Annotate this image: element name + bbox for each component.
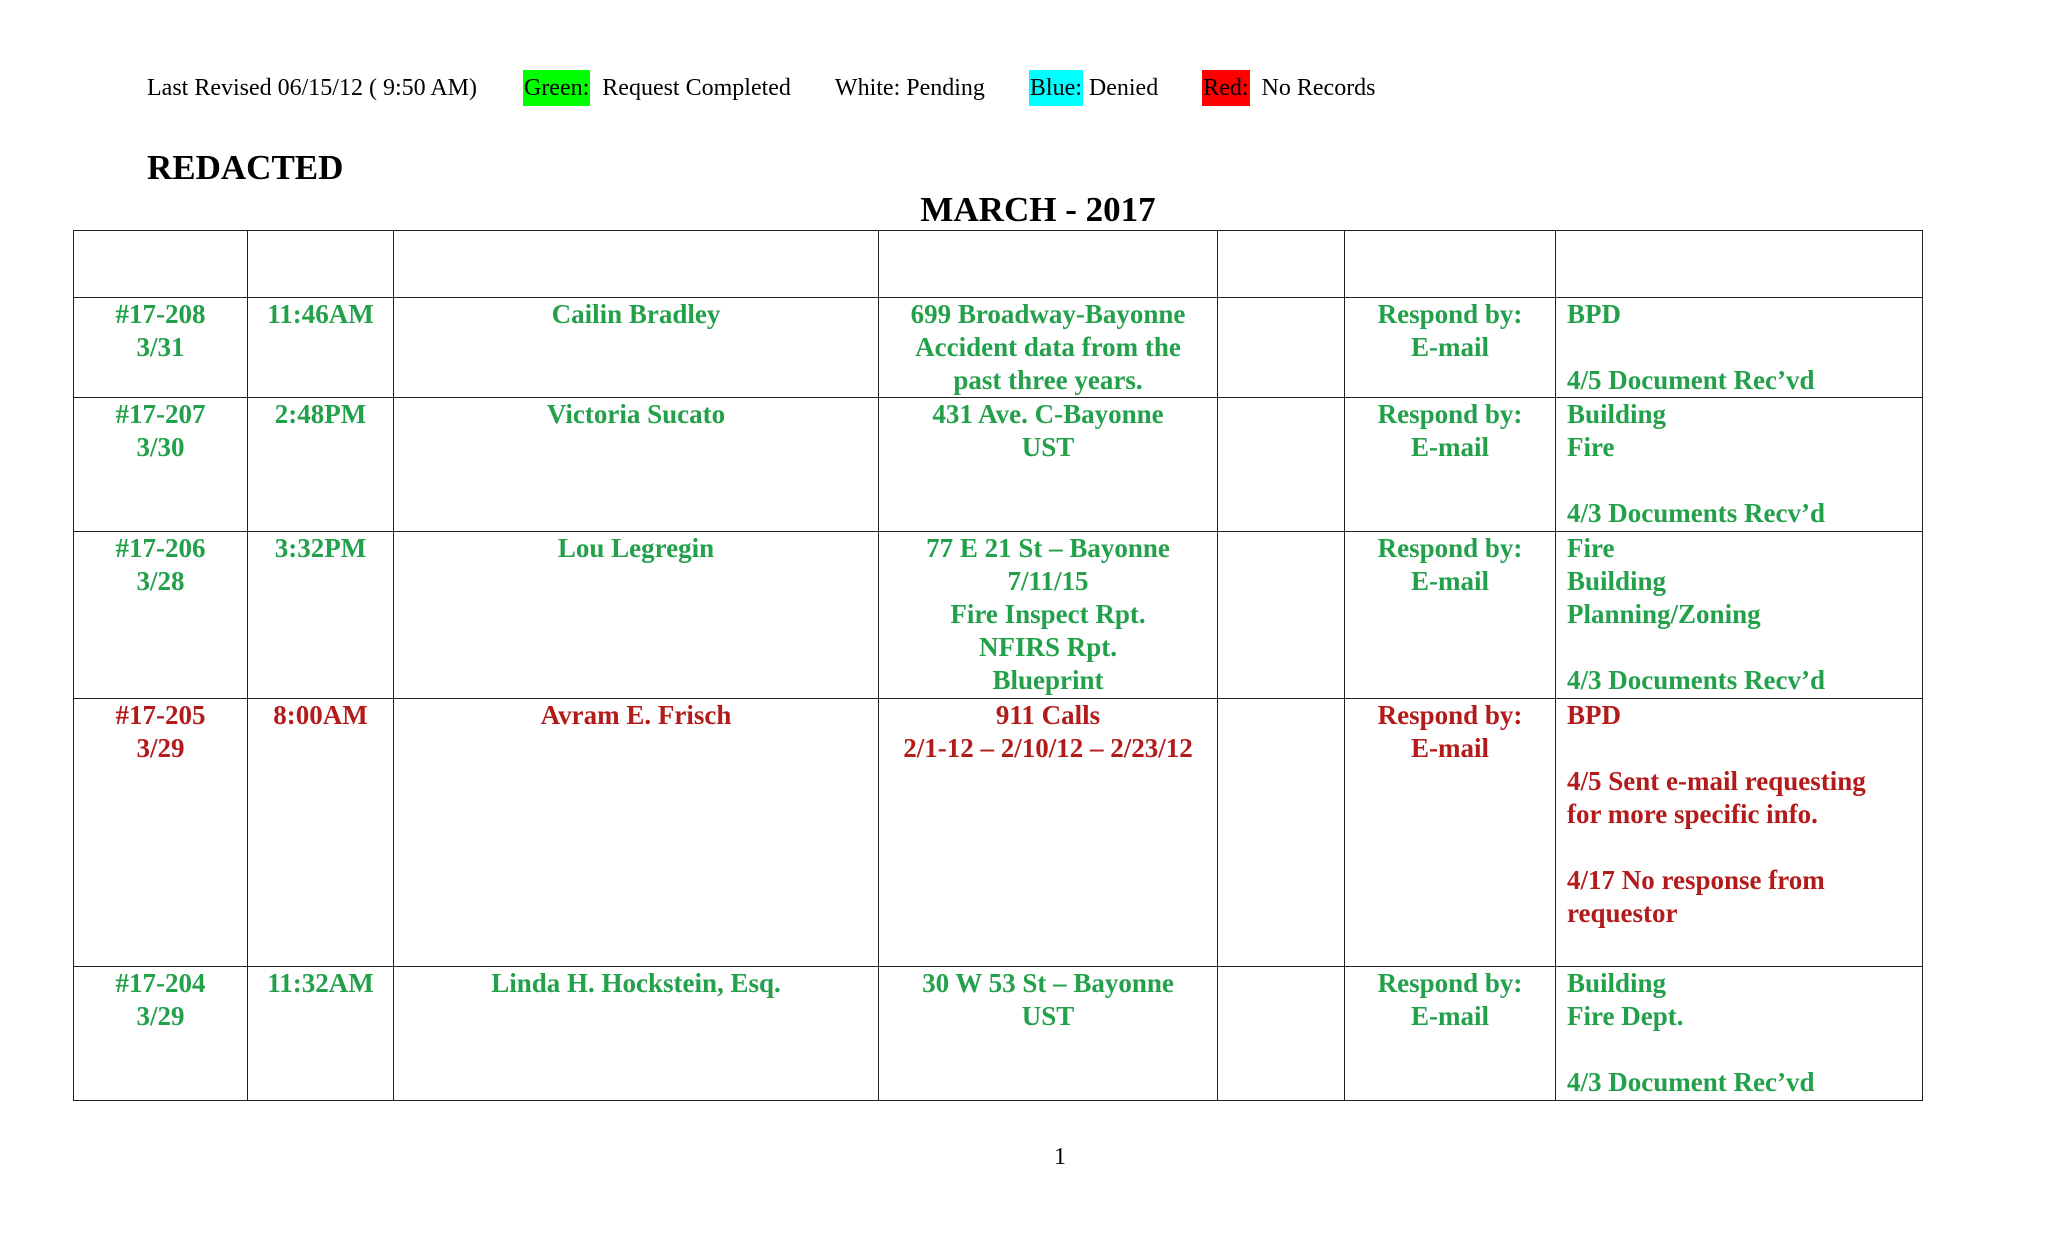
request-detail-line: 431 Ave. C-Bayonne: [932, 399, 1164, 429]
request-id: #17-204: [115, 968, 206, 998]
respond-method: E-mail: [1411, 1001, 1489, 1031]
requestor-name: Cailin Bradley: [551, 299, 721, 329]
note-line: requestor: [1567, 898, 1678, 928]
request-time: 8:00AM: [273, 700, 368, 730]
header-cell-3: [394, 231, 879, 298]
red-legend-text: No Records: [1261, 75, 1376, 101]
note-line: 4/3 Documents Recv’d: [1567, 665, 1825, 695]
note-line: 4/5 Sent e-mail requesting: [1567, 766, 1866, 796]
request-row: [74, 298, 1923, 398]
header-cell-7: [1556, 231, 1923, 298]
requestor-name: Avram E. Frisch: [540, 700, 732, 730]
request-time-cell: [248, 699, 394, 967]
blue-swatch: Blue:: [1029, 70, 1083, 106]
respond-method: E-mail: [1411, 566, 1489, 596]
request-log-table: [73, 230, 1923, 1101]
request-detail-line: 30 W 53 St – Bayonne: [922, 968, 1174, 998]
empty-cell: [1218, 298, 1345, 398]
request-id-cell: [74, 398, 248, 532]
header-row: [74, 231, 1923, 298]
request-time: 11:32AM: [267, 968, 374, 998]
page-number: 1: [1054, 1144, 1066, 1170]
header-cell-1: [74, 231, 248, 298]
respond-method: E-mail: [1411, 432, 1489, 462]
request-detail-line: UST: [1021, 1001, 1075, 1031]
request-time-cell: [248, 532, 394, 699]
respond-by-label: Respond by:: [1377, 533, 1523, 563]
request-log-body: [74, 231, 1923, 1101]
note-line: Building: [1567, 399, 1667, 429]
respond-by-cell: [1345, 699, 1556, 967]
white-legend-text: White: Pending: [834, 75, 985, 101]
requestor-name: Victoria Sucato: [546, 399, 726, 429]
red-swatch: Red:: [1202, 70, 1249, 106]
respond-by-cell: [1345, 298, 1556, 398]
request-time-cell: [248, 967, 394, 1101]
request-row: [74, 699, 1923, 967]
request-details-cell: [879, 699, 1218, 967]
request-detail-line: Fire Inspect Rpt.: [950, 599, 1146, 629]
request-time-cell: [248, 298, 394, 398]
note-line: Fire: [1567, 432, 1615, 462]
request-id: #17-205: [115, 700, 206, 730]
request-detail-line: 77 E 21 St – Bayonne: [926, 533, 1170, 563]
request-details-cell: [879, 967, 1218, 1101]
request-time-cell: [248, 398, 394, 532]
request-id-cell: [74, 967, 248, 1101]
request-details-cell: [879, 398, 1218, 532]
note-line: [1567, 1033, 1922, 1066]
notes-cell: [1556, 398, 1923, 532]
note-line: for more specific info.: [1567, 799, 1818, 829]
empty-cell: [1218, 699, 1345, 967]
last-revised: Last Revised 06/15/12 ( 9:50 AM): [147, 75, 477, 101]
respond-by-label: Respond by:: [1377, 968, 1523, 998]
note-line: 4/5 Document Rec’vd: [1567, 365, 1815, 395]
respond-by-cell: [1345, 398, 1556, 532]
notes-cell: [1556, 699, 1923, 967]
requestor-cell: [394, 699, 879, 967]
note-line: Building: [1567, 566, 1667, 596]
request-time: 11:46AM: [267, 299, 374, 329]
note-line: Planning/Zoning: [1567, 599, 1761, 629]
note-line: [1567, 831, 1922, 864]
note-line: Fire: [1567, 533, 1615, 563]
respond-by-label: Respond by:: [1377, 299, 1523, 329]
month-title: MARCH - 2017: [920, 190, 1156, 229]
note-line: BPD: [1567, 700, 1621, 730]
request-detail-line: Accident data from the: [915, 332, 1181, 362]
request-time: 3:32PM: [274, 533, 367, 563]
requestor-cell: [394, 298, 879, 398]
request-detail-line: NFIRS Rpt.: [978, 632, 1118, 662]
request-details-cell: [879, 532, 1218, 699]
respond-by-label: Respond by:: [1377, 399, 1523, 429]
note-line: Building: [1567, 968, 1667, 998]
note-line: [1567, 331, 1922, 364]
header-cell-2: [248, 231, 394, 298]
respond-method: E-mail: [1411, 733, 1489, 763]
request-row: [74, 398, 1923, 532]
header-cell-6: [1345, 231, 1556, 298]
request-id: #17-208: [115, 299, 206, 329]
redacted-heading: REDACTED: [147, 148, 344, 187]
request-id: #17-206: [115, 533, 206, 563]
requestor-cell: [394, 532, 879, 699]
request-detail-line: Blueprint: [992, 665, 1104, 695]
request-details-cell: [879, 298, 1218, 398]
requestor-name: Lou Legregin: [557, 533, 715, 563]
request-id-cell: [74, 532, 248, 699]
requestor-cell: [394, 398, 879, 532]
requestor-name: Linda H. Hockstein, Esq.: [491, 968, 781, 998]
color-legend: [147, 70, 1376, 106]
request-id: #17-207: [115, 399, 206, 429]
blue-legend-text: Denied: [1088, 75, 1159, 101]
empty-cell: [1218, 532, 1345, 699]
request-detail-line: 7/11/15: [1007, 566, 1089, 596]
request-detail-line: 2/1-12 – 2/10/12 – 2/23/12: [903, 733, 1193, 763]
notes-cell: [1556, 298, 1923, 398]
requestor-cell: [394, 967, 879, 1101]
request-date: 3/31: [136, 332, 185, 362]
request-id-cell: [74, 699, 248, 967]
respond-by-cell: [1345, 967, 1556, 1101]
note-line: Fire Dept.: [1567, 1001, 1684, 1031]
green-legend-text: Request Completed: [602, 75, 791, 101]
header-cell-4: [879, 231, 1218, 298]
respond-method: E-mail: [1411, 332, 1489, 362]
note-line: 4/3 Document Rec’vd: [1567, 1067, 1815, 1097]
respond-by-cell: [1345, 532, 1556, 699]
green-swatch: Green:: [523, 70, 590, 106]
request-detail-line: 911 Calls: [995, 700, 1101, 730]
request-date: 3/30: [136, 432, 185, 462]
request-id-cell: [74, 298, 248, 398]
request-time: 2:48PM: [274, 399, 367, 429]
note-line: BPD: [1567, 299, 1621, 329]
note-line: 4/17 No response from: [1567, 865, 1825, 895]
request-row: [74, 967, 1923, 1101]
note-line: [1567, 464, 1922, 497]
request-detail-line: 699 Broadway-Bayonne: [910, 299, 1186, 329]
request-row: [74, 532, 1923, 699]
request-date: 3/28: [136, 566, 185, 596]
request-detail-line: UST: [1021, 432, 1075, 462]
note-line: 4/3 Documents Recv’d: [1567, 498, 1825, 528]
header-cell-5: [1218, 231, 1345, 298]
empty-cell: [1218, 398, 1345, 532]
note-line: [1567, 631, 1922, 664]
empty-cell: [1218, 967, 1345, 1101]
respond-by-label: Respond by:: [1377, 700, 1523, 730]
request-detail-line: past three years.: [953, 365, 1143, 395]
request-date: 3/29: [136, 733, 185, 763]
notes-cell: [1556, 532, 1923, 699]
note-line: [1567, 732, 1922, 765]
request-date: 3/29: [136, 1001, 185, 1031]
notes-cell: [1556, 967, 1923, 1101]
